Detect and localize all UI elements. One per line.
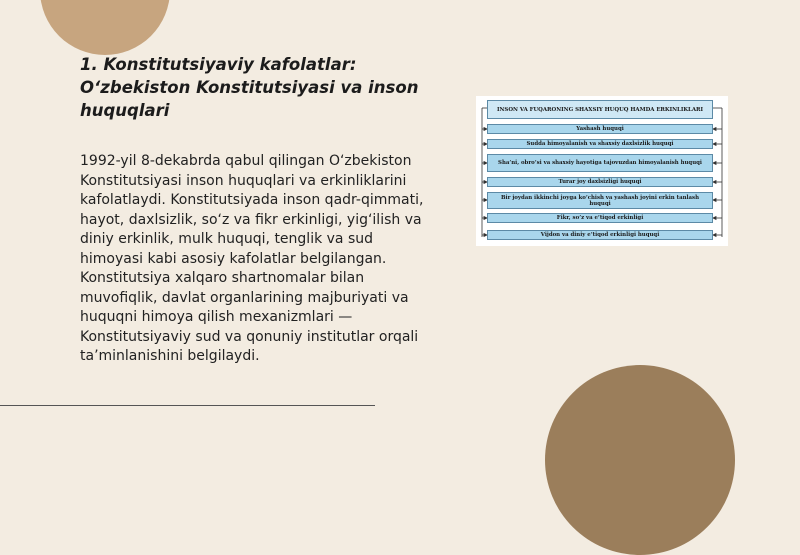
decorative-circle-bottom [545,365,735,555]
slide-title: 1. Konstitutsiyaviy kafolatlar: O‘zbekiston Konstitutsiyasi va inson huquqlari [80,55,419,120]
decorative-circle-top [40,0,170,55]
diagram-item: Vijdon va diniy e’tiqod erkinligi huquqi [487,230,713,240]
diagram-item: Sudda himoyalanish va shaxsiy daxlsizlik huquqi [487,139,713,149]
diagram-header: INSON VA FUQARONING SHAXSIY HUQUQ HAMDA ERKINLIKLARI [487,100,713,119]
divider-line [0,405,375,406]
diagram-item: Bir joydan ikkinchi joyga ko’chish va yashash joyini erkin tanlash huquqi [487,192,713,209]
rights-diagram [476,96,728,246]
diagram-item: Sha’ni, obro’si va shaxsiy hayotiga tajovuzdan himoyalanish huquqi [487,154,713,172]
diagram-item: Fikr, so’z va e’tiqod erkinligi [487,213,713,223]
diagram-item: Turar joy daxlsizligi huquqi [487,177,713,187]
slide-body-text: 1992-yil 8-dekabrda qabul qilingan O‘zbekiston Konstitutsiyasi inson huquqlari va erkinliklarini kafolatlaydi. Konstitutsiyada inson qadr-qimmati, hayot, daxlsizlik, so‘z va fikr erkinligi, yig‘ilish va diniy erkinlik, mulk huquqi, tenglik va sud himoyasi kabi asosiy kafolatlar belgilangan. Konstitutsiya xalqaro shartnomalar bilan muvofiqlik, davlat organlarining majburiyati va huquqni himoya qilish mexanizmlari — Konstitutsiyaviy sud va qonuniy institutlar orqali ta’minlanishini belgilaydi. [80,153,424,364]
diagram-item: Yashash huquqi [487,124,713,134]
